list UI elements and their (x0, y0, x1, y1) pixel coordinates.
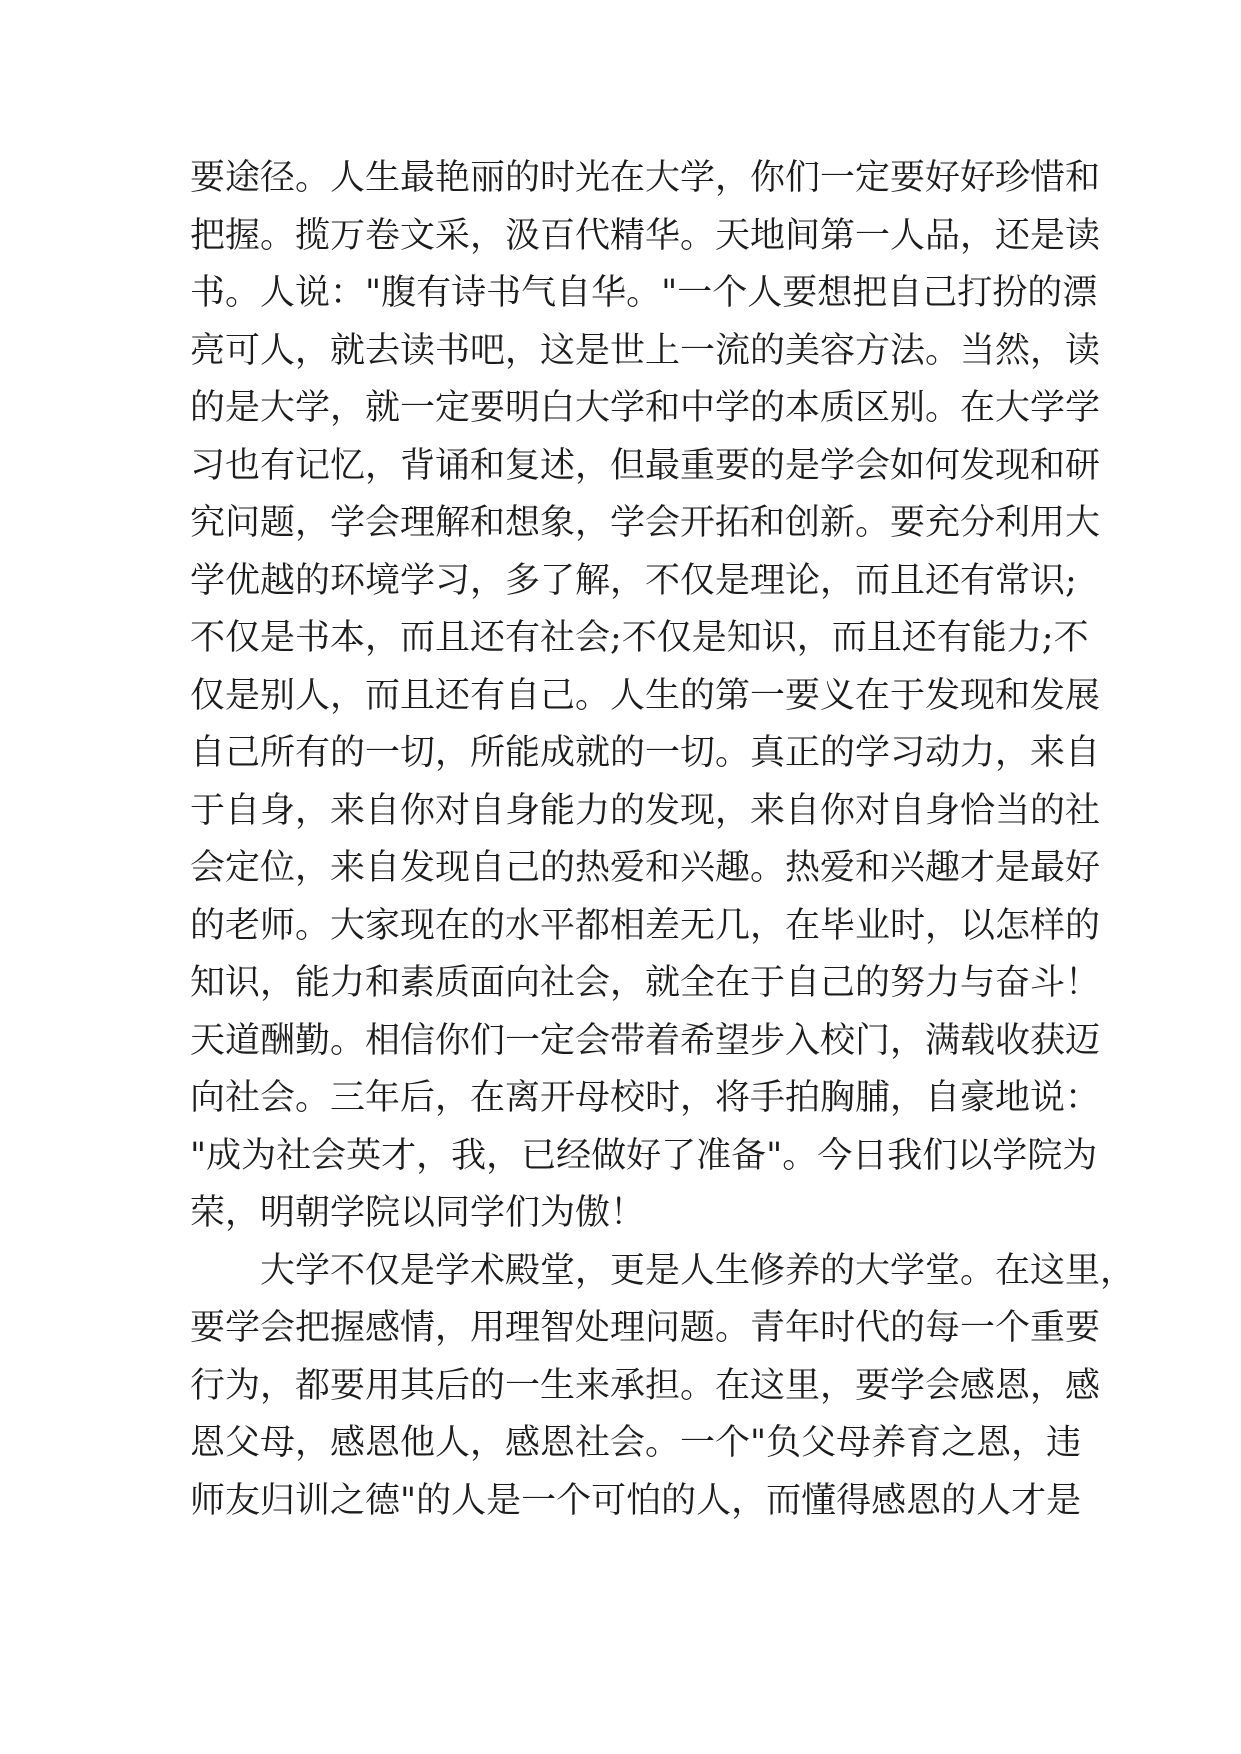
text-line: 大学不仅是学术殿堂，更是人生修养的大学堂。在这里， (260, 1250, 1136, 1291)
text-line: 学优越的环境学习，多了解，不仅是理论，而且还有常识; (190, 560, 1077, 601)
text-line: 究问题，学会理解和想象，学会开拓和创新。要充分利用大 (190, 503, 1101, 543)
text-line: 书。人说："腹有诗书气自华。"一个人要想把自己打扮的漂 (190, 273, 1098, 313)
text-line: 自己所有的一切，所能成就的一切。真正的学习动力，来自 (190, 733, 1101, 773)
text-line: 于自身，来自你对自身能力的发现，来自你对自身恰当的社 (190, 790, 1101, 831)
text-line: 仅是别人，而且还有自己。人生的第一要义在于发现和发展 (190, 675, 1101, 716)
text-line: 要学会把握感情，用理智处理问题。青年时代的每一个重要 (190, 1308, 1101, 1348)
text-line: "成为社会英才，我，已经做好了准备"。今日我们以学院为 (190, 1135, 1098, 1176)
body-text (190, 150, 1136, 1530)
text-line: 向社会。三年后，在离开母校时，将手拍胸脯，自豪地说： (190, 1078, 1101, 1118)
text-line: 要途径。人生最艳丽的时光在大学，你们一定要好好珍惜和 (190, 158, 1101, 198)
text-line: 亮可人，就去读书吧，这是世上一流的美容方法。当然，读 (190, 330, 1101, 371)
paragraph (190, 150, 1101, 1243)
text-line: 天道酬勤。相信你们一定会带着希望步入校门，满载收获迈 (190, 1020, 1101, 1061)
text-line: 会定位，来自发现自己的热爱和兴趣。热爱和兴趣才是最好 (190, 848, 1101, 888)
text-line: 不仅是书本，而且还有社会;不仅是知识，而且还有能力;不 (190, 618, 1089, 658)
text-line: 的是大学，就一定要明白大学和中学的本质区别。在大学学 (190, 388, 1101, 428)
text-line: 恩父母，感恩他人，感恩社会。一个"负父母养育之恩，违 (190, 1423, 1082, 1463)
text-line: 荣，明朝学院以同学们为傲！ (190, 1193, 646, 1233)
text-line: 行为，都要用其后的一生来承担。在这里，要学会感恩，感 (190, 1365, 1101, 1406)
text-line: 习也有记忆，背诵和复述，但最重要的是学会如何发现和研 (190, 445, 1101, 486)
text-line: 的老师。大家现在的水平都相差无几，在毕业时，以怎样的 (190, 905, 1101, 946)
text-line: 师友归训之德"的人是一个可怕的人，而懂得感恩的人才是 (190, 1480, 1082, 1521)
text-line: 知识，能力和素质面向社会，就全在于自己的努力与奋斗！ (190, 963, 1101, 1003)
paragraph (190, 1243, 1136, 1531)
text-line: 把握。揽万卷文采，汲百代精华。天地间第一人品，还是读 (190, 215, 1101, 256)
